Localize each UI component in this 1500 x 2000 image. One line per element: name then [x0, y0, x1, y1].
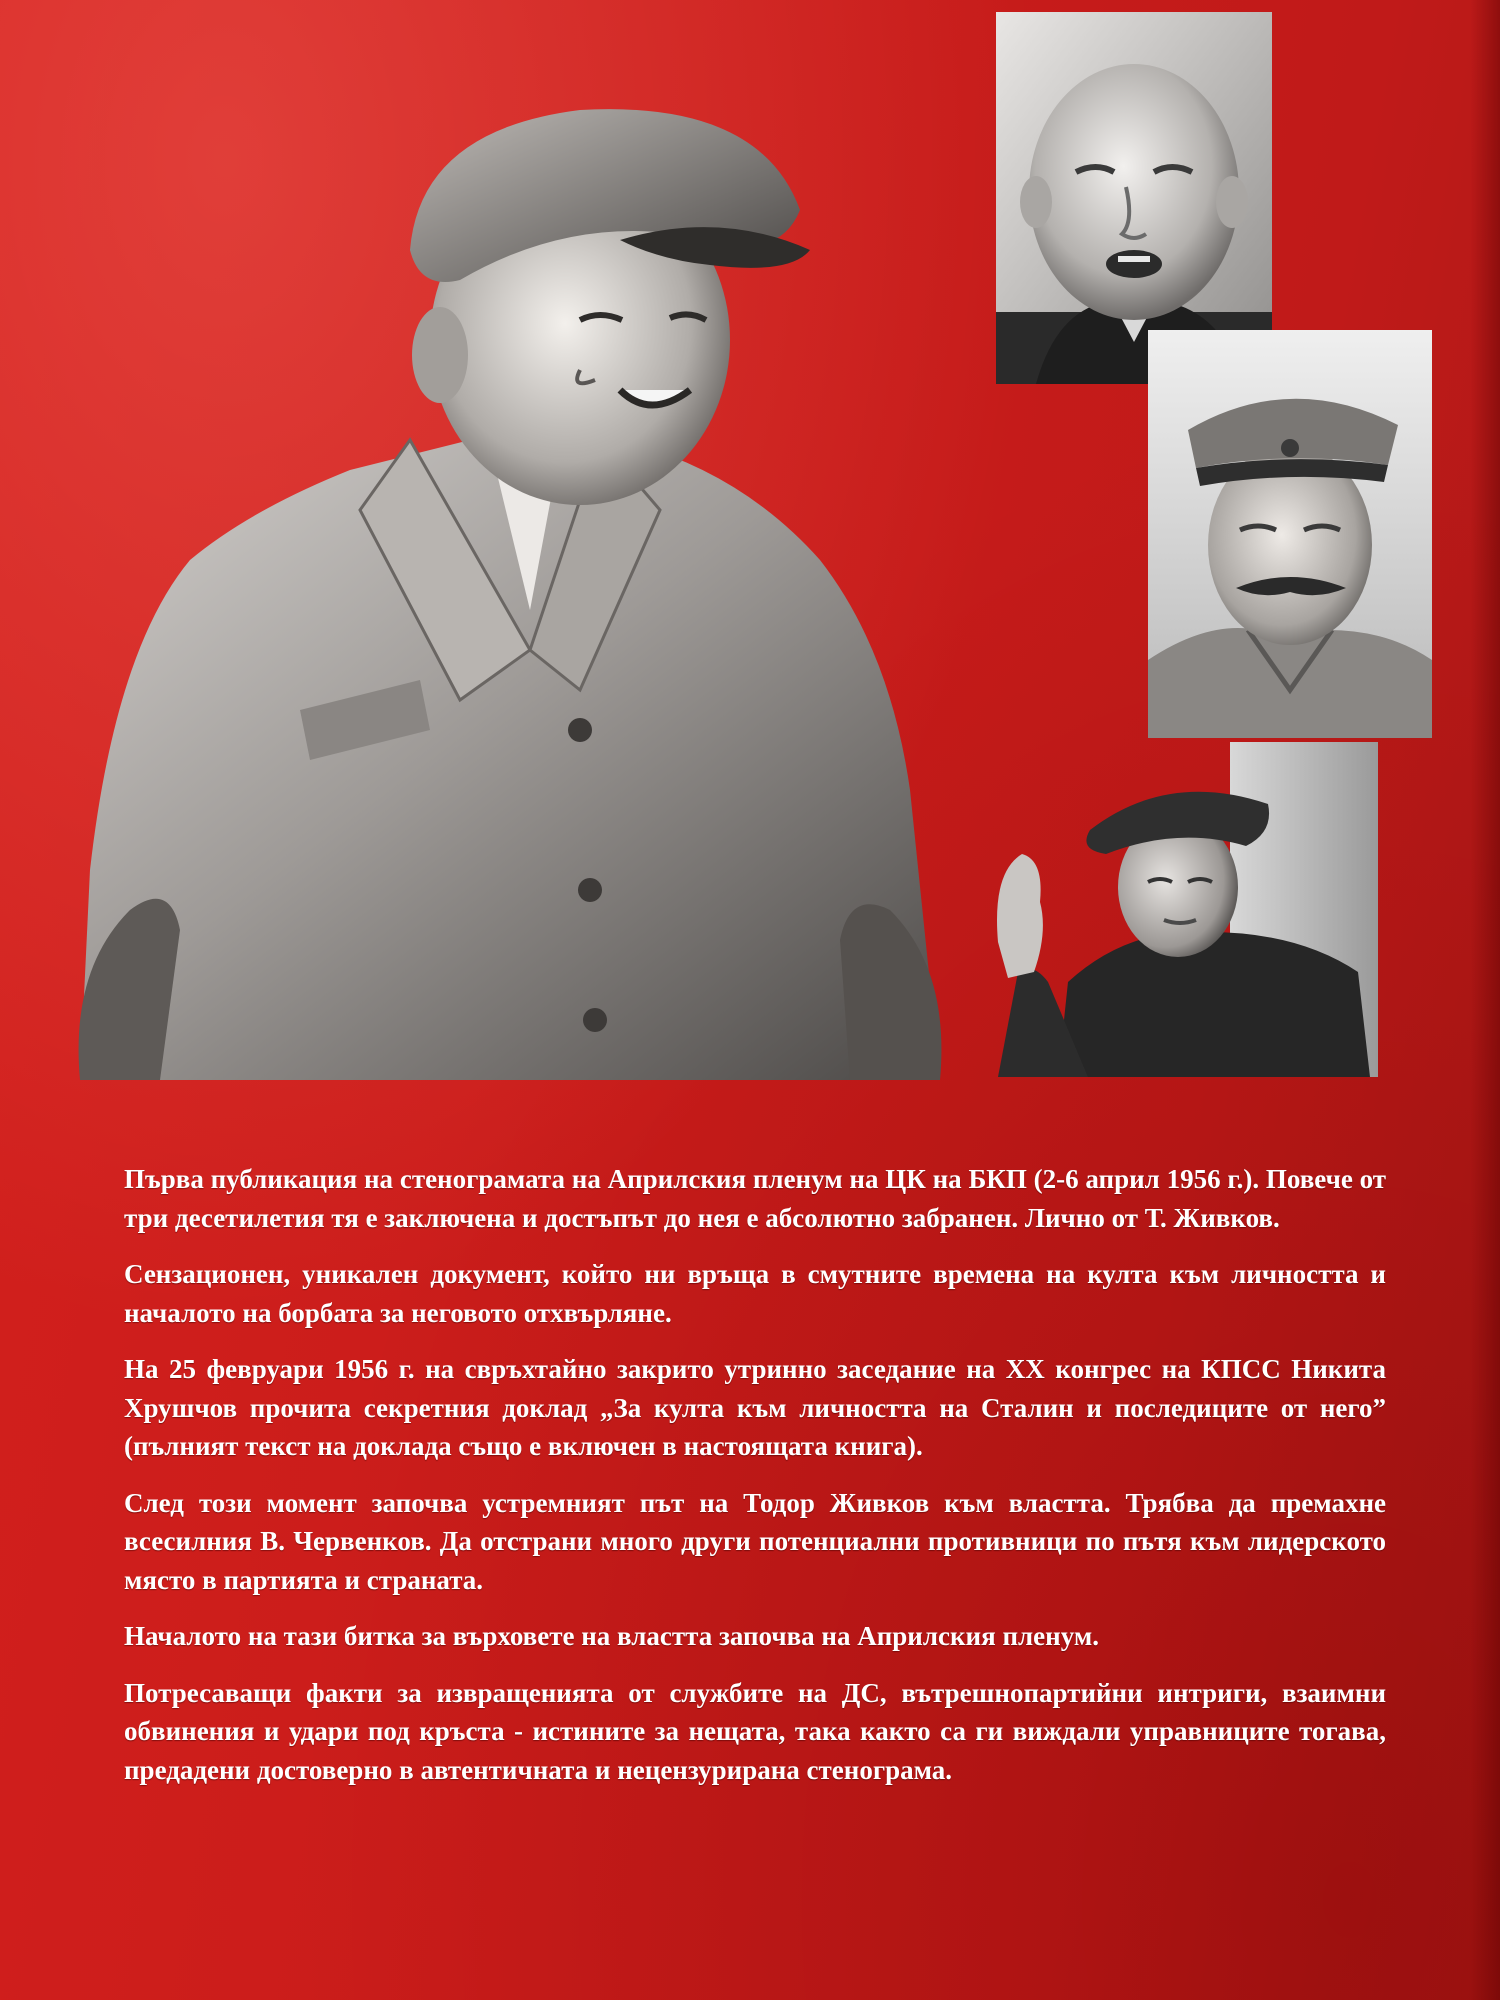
paragraph: Сензационен, уникален документ, който ни връща в смутните времена на култа към личността и началото на борбата за неговото отхвърляне.	[124, 1259, 1386, 1328]
man-in-cap-waving-photo	[978, 742, 1378, 1077]
smiling-man-in-flat-cap-photo	[60, 90, 960, 1080]
back-cover-description	[124, 1160, 1386, 1807]
paragraph: След този момент започва устремният път на Тодор Живков към властта. Трябва да премахне всесилния В. Червенков. Да отстрани много други потенциални противници по пътя към лидерското място в партията и страната.	[124, 1487, 1386, 1595]
paragraph: Потресаващи факти за извращенията от службите на ДС, вътрешнопартийни интриги, взаимни обвинения и удари под кръста - истините за нещата, така както са ги виждали управниците тогава, предадени достоверно в автентичната и нецензурирана стенограма.	[124, 1677, 1386, 1785]
paragraph: Началото на тази битка за върховете на властта започва на Априлския пленум.	[124, 1621, 1099, 1651]
paragraph: На 25 февруари 1956 г. на свръхтайно закрито утринно заседание на XX конгрес на КПСС Никита Хрушчов прочита секретния доклад „За култа към личността на Сталин и последиците от него” (пълният текст на доклада също е включен в настоящата книга).	[124, 1354, 1386, 1461]
paragraph: Първа публикация на стенограмата на Априлския пленум на ЦК на БКП (2-6 април 1956 г.). Повече от три десетилетия тя е заключена и достъпът до нея е абсолютно забранен. Лично от Т. Живков.	[124, 1164, 1386, 1233]
man-in-military-cap-with-mustache-photo	[1148, 330, 1432, 738]
cover-edge-shadow	[1470, 0, 1500, 2000]
bald-man-speaking-photo	[996, 12, 1272, 384]
